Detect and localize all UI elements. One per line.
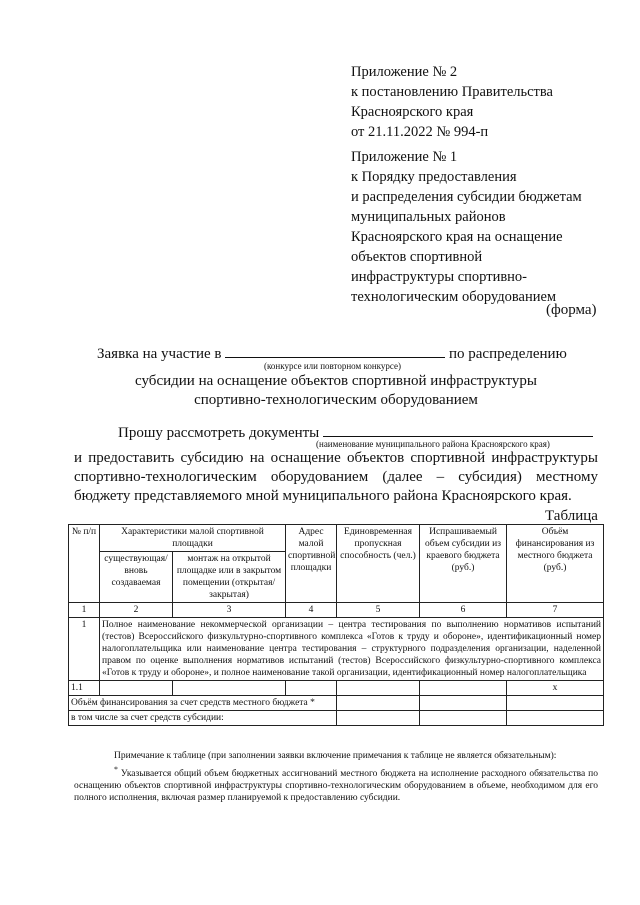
request-paragraph xyxy=(74,449,598,506)
total-local-label: Объём финансирования за счет средств местного бюджета * xyxy=(69,696,337,711)
appendix-1-block xyxy=(351,147,582,307)
appendix-2-line: Красноярского края xyxy=(351,104,474,120)
table-row xyxy=(69,681,604,696)
appendix-2-block xyxy=(351,62,553,142)
appendix-1-line: технологическим оборудованием xyxy=(351,289,557,305)
request-line: бюджету представляемого мной муниципального района Красноярского края. xyxy=(74,488,572,504)
organization-description: Полное наименование некоммерческой организации – центра тестирования по выполнению нормативов испытаний (тестов) Всероссийского физкультурно-спортивного комплекса «Готов к труду и обороне», идентификационный номер налогоплательщика или наименование центра тестирования – структурного подразделения организации, наделенной правом по оценке выполнения нормативов испытаний (тестов) Всероссийского физкультурно-спортивного комплекса «Готов к труду и обороне», и полное наименование такой организации, идентификационный номер налогоплательщика xyxy=(100,618,604,681)
column-number: 3 xyxy=(173,603,286,618)
district-name-field[interactable] xyxy=(323,422,593,437)
table-cell[interactable] xyxy=(173,681,286,696)
appendix-2-line: Приложение № 2 xyxy=(351,64,458,80)
note-star: * xyxy=(114,765,118,774)
table-header-row xyxy=(69,525,604,552)
request-line: и предоставить субсидию на оснащение объектов спортивной инфраструктуры xyxy=(74,450,598,466)
table-column-numbers-row xyxy=(69,603,604,618)
district-name-hint: (наименование муниципального района Красноярского края) xyxy=(316,439,550,449)
table-cell[interactable] xyxy=(337,696,420,711)
column-number: 7 xyxy=(507,603,604,618)
table-caption: Таблица xyxy=(545,508,598,524)
note-text: Указывается общий объем бюджетных ассигнований местного бюджета на исполнение расходного обязательства по оснащению объектов спортивной инфраструктуры спортивно-технологическим оборудованием в объеме, необходимом для его полного исполнения, включая размер планируемой к предоставлению субсидии. xyxy=(74,769,598,804)
column-number: 2 xyxy=(100,603,173,618)
appendix-1-line: Приложение № 1 xyxy=(351,149,458,165)
table-cell[interactable] xyxy=(420,696,507,711)
note-title: Примечание к таблице (при заполнении заявки включение примечания к таблице не является обязательным): xyxy=(114,751,557,761)
header-local: Объём финансирования из местного бюджета (руб.) xyxy=(507,525,604,603)
header-existing: существующая/ вновь создаваемая xyxy=(100,552,173,603)
table-cell: х xyxy=(507,681,604,696)
appendix-2-line: от 21.11.2022 № 994-п xyxy=(351,124,489,140)
application-title-row xyxy=(97,343,567,363)
appendix-1-line: к Порядку предоставления xyxy=(351,169,517,185)
table-cell[interactable] xyxy=(100,681,173,696)
column-number: 6 xyxy=(420,603,507,618)
column-number: 4 xyxy=(286,603,337,618)
header-address: Адрес малой спортивной площадки xyxy=(286,525,337,603)
row-number: 1 xyxy=(69,618,100,681)
note-body xyxy=(74,764,598,804)
form-label: (форма) xyxy=(546,302,597,318)
row-number: 1.1 xyxy=(69,681,100,696)
table-cell[interactable] xyxy=(337,711,420,726)
table-row xyxy=(69,696,604,711)
subsidy-table xyxy=(68,524,604,726)
request-prefix: Прошу рассмотреть документы xyxy=(118,425,320,441)
application-title-line3: спортивно-технологическим оборудованием xyxy=(194,392,478,408)
table-cell[interactable] xyxy=(420,681,507,696)
request-line: спортивно-технологическим оборудованием (далее – субсидия) местному xyxy=(74,469,598,485)
table-row xyxy=(69,618,604,681)
table-cell[interactable] xyxy=(507,696,604,711)
competition-type-hint: (конкурсе или повторном конкурсе) xyxy=(264,361,402,371)
header-num: № п/п xyxy=(69,525,100,603)
table-note xyxy=(74,750,598,804)
application-suffix: по распределению xyxy=(449,346,567,362)
appendix-1-line: Красноярского края на оснащение xyxy=(351,229,563,245)
appendix-1-line: муниципальных районов xyxy=(351,209,506,225)
appendix-1-line: и распределения субсидии бюджетам xyxy=(351,189,582,205)
table-row xyxy=(69,711,604,726)
appendix-1-line: объектов спортивной xyxy=(351,249,483,265)
column-number: 5 xyxy=(337,603,420,618)
header-characteristics: Характеристики малой спортивной площадки xyxy=(100,525,286,552)
incl-subsidy-label: в том числе за счет средств субсидии: xyxy=(69,711,337,726)
header-mounting: монтаж на открытой площадке или в закрытом помещении (открытая/закрытая) xyxy=(173,552,286,603)
appendix-2-line: к постановлению Правительства xyxy=(351,84,553,100)
application-prefix: Заявка на участие в xyxy=(97,346,222,362)
header-requested: Испрашиваемый объем субсидии из краевого бюджета (руб.) xyxy=(420,525,507,603)
appendix-1-line: инфраструктуры спортивно- xyxy=(351,269,528,285)
table-cell[interactable] xyxy=(420,711,507,726)
header-capacity: Единовременная пропускная способность (чел.) xyxy=(337,525,420,603)
table-cell[interactable] xyxy=(337,681,420,696)
application-title-line2: субсидии на оснащение объектов спортивной инфраструктуры xyxy=(135,373,537,389)
table-cell[interactable] xyxy=(507,711,604,726)
competition-type-field[interactable] xyxy=(225,343,445,358)
column-number: 1 xyxy=(69,603,100,618)
table-cell[interactable] xyxy=(286,681,337,696)
